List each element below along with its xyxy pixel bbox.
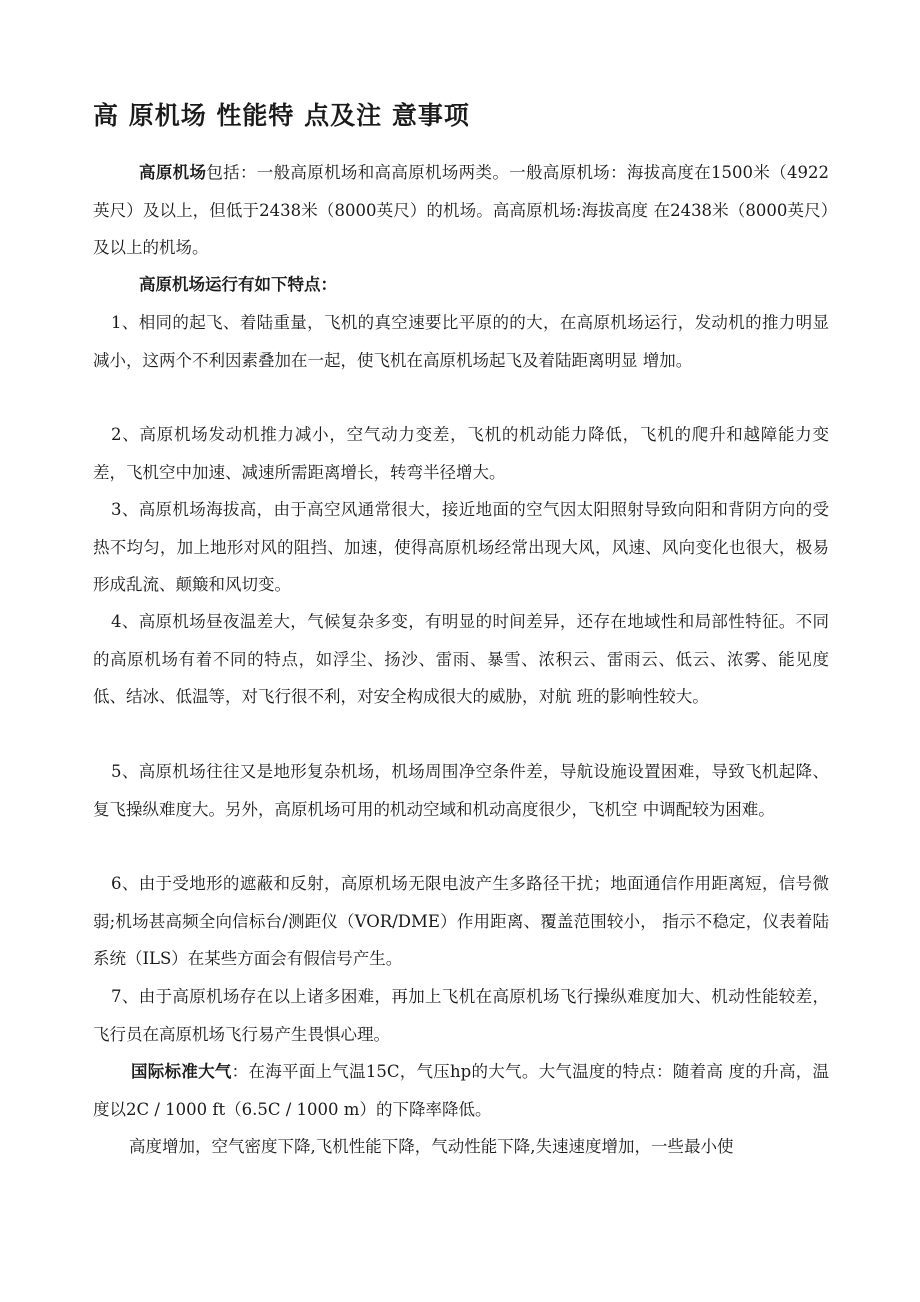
isa-term: 国际标准大气 — [131, 1062, 232, 1081]
isa-paragraph — [93, 1053, 829, 1128]
list-item: 3、高原机场海拔高，由于高空风通常很大，接近地面的空气因太阳照射导致向阳和背阴方向的受热不均匀，加上地形对风的阻挡、加速，使得高原机场经常出现大风，风速、风向变化也很大，极易形成乱流、颠簸和风切变。 — [93, 500, 829, 594]
list-item: 2、高原机场发动机推力减小，空气动力变差，飞机的机动能力降低，飞机的爬升和越障能力变差，飞机空中加速、减速所需距离增长，转弯半径增大。 — [93, 425, 829, 482]
page-title: 高 原机场 性能特 点及注 意事项 — [93, 101, 470, 130]
list-item: 7、由于高原机场存在以上诸多困难，再加上飞机在高原机场飞行操纵难度加大、机动性能较差，飞行员在高原机场飞行易产生畏惧心理。 — [93, 987, 829, 1044]
features-heading: 高原机场运行有如下特点： — [139, 275, 337, 294]
list-item: 1、相同的起飞、着陆重量，飞机的真空速要比平原的的大，在高原机场运行，发动机的推力明显减小，这两个不利因素叠加在一起，使飞机在高原机场起飞及着陆距离明显 增加。 — [93, 313, 829, 370]
list-item: 4、高原机场昼夜温差大，气候复杂多变，有明显的时间差异，还存在地域性和局部性特征。不同的高原机场有着不同的特点，如浮尘、扬沙、雷雨、暴雪、浓积云、雷雨云、低云、浓雾、能见度低、结冰、低温等，对飞行很不利，对安全构成很大的威胁，对航 班的影响性较大。 — [93, 612, 829, 706]
intro-paragraph — [93, 154, 829, 267]
last-line: 高度增加，空气密度下降,飞机性能下降，气动性能下降,失速速度增加，一些最小使 — [129, 1137, 734, 1156]
intro-term: 高原机场 — [139, 163, 207, 182]
intro-text: 包括：一般高原机场和高高原机场两类。一般高原机场：海拔高度在1500米（4922英尺）及以上，但低于2438米（8000英尺）的机场。高高原机场:海拔高度 在2438米（8000英尺）及以上的机场。 — [93, 163, 830, 257]
list-item: 5、高原机场往往又是地形复杂机场，机场周围净空条件差，导航设施设置困难，导致飞机起降、复飞操纵难度大。另外，高原机场可用的机动空域和机动高度很少，飞机空 中调配较为困难。 — [93, 762, 829, 819]
list-item: 6、由于受地形的遮蔽和反射，高原机场无限电波产生多路径干扰；地面通信作用距离短，信号微弱;机场甚高频全向信标台/测距仪（VOR/DME）作用距离、覆盖范围较小， 指示不稳定，仪表着陆系统（ILS）在某些方面会有假信号产生。 — [93, 874, 829, 968]
isa-text: ：在海平面上气温15C，气压hp的大气。大气温度的特点：随着高 度的升高，温度以2C / 1000 ft（6.5C / 1000 m）的下降率降低。 — [93, 1062, 829, 1119]
